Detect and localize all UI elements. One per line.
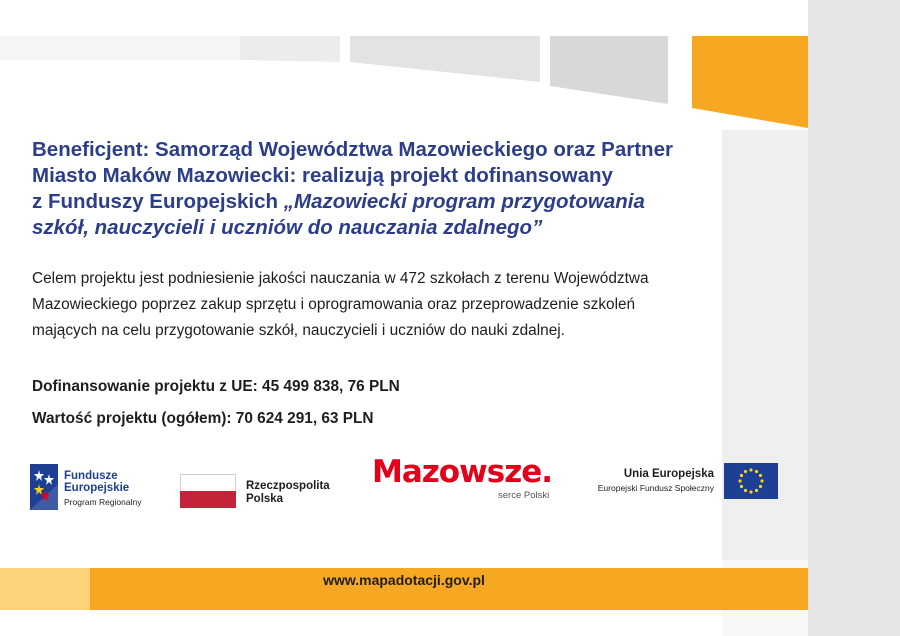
fundusze-europejskie-logo-text: Fundusze Europejskie [64,470,130,494]
description-line-2: Mazowieckiego poprzez zakup sprzętu i oprogramowania oraz przeprowadzenie szkoleń [32,296,636,313]
description-line-1: Celem projektu jest podniesienie jakości nauczania w 472 szkołach z terenu Województwa [32,270,649,287]
heading-line-1: Beneficjent: Samorząd Województwa Mazowieckiego oraz Partner [32,138,673,161]
total-project-value: Wartość projektu (ogółem): 70 624 291, 63 PLN [32,410,374,427]
funding-amount: Dofinansowanie projektu z UE: 45 499 838, 76 PLN [32,378,400,395]
orange-corner-shape [692,36,808,128]
heading-line-3-plain: z Funduszy Europejskich [32,190,284,213]
description-line-3: mających na celu przygotowanie szkół, nauczycieli i uczniów do nauki zdalnej. [32,322,565,339]
unia-europejska-text: Unia Europejska Europejski Fundusz Społeczny [597,468,714,493]
heading-project-title-end: szkół, nauczycieli i uczniów do nauczania zdalnego” [32,216,543,239]
polish-flag-icon [180,474,236,508]
mazowsze-logo: Mazowsze. [372,454,553,490]
top-grey-shape-4 [550,36,668,104]
rzeczpospolita-polska-text: Rzeczpospolita Polska [246,480,330,505]
fundusze-europejskie-logo-icon [30,464,58,510]
page-heading [32,137,722,241]
heading-project-title-start: „Mazowiecki program przygotowania [283,190,645,213]
top-grey-shape-3 [350,36,540,82]
right-grey-strip [808,0,900,636]
heading-line-3 [32,189,722,215]
eu-flag-icon [724,463,778,499]
program-regionalny-text: Program Regionalny [64,497,142,507]
top-grey-shape-2 [240,36,340,62]
top-grey-shape-1 [0,36,240,60]
heading-line-2: Miasto Maków Mazowiecki: realizują projekt dofinansowany [32,164,613,187]
website-link[interactable]: www.mapadotacji.gov.pl [323,572,485,588]
project-description [32,266,722,344]
serce-polski-tagline: serce Polski [498,490,550,501]
